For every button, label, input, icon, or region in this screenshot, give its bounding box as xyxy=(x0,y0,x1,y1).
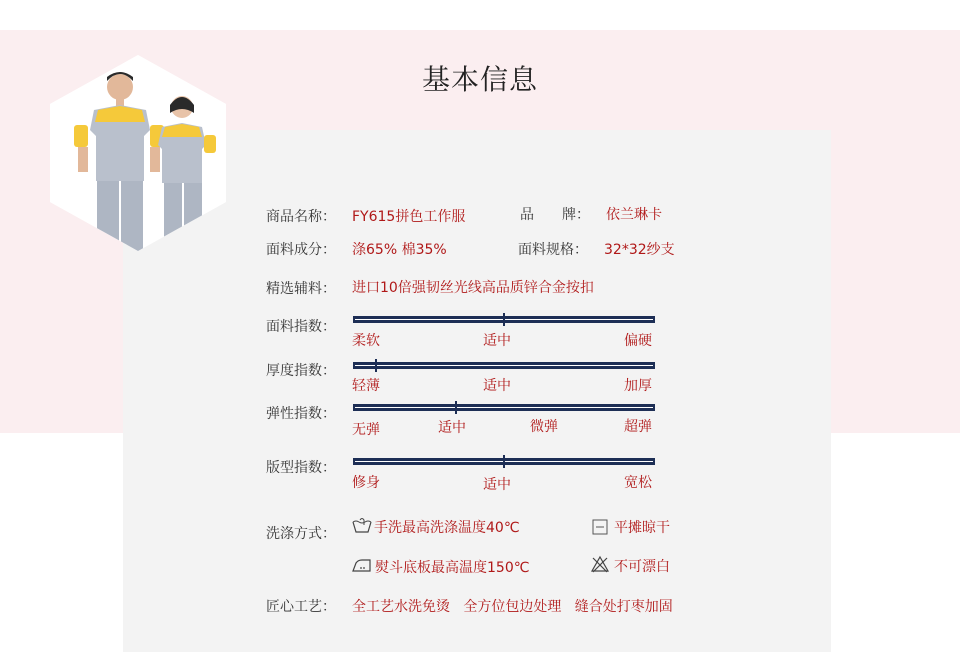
scale-label: 加厚 xyxy=(624,378,652,394)
iron-icon xyxy=(351,559,372,572)
scale-marker xyxy=(455,401,457,414)
wash-item-text: 不可漂白 xyxy=(614,559,670,575)
accessory-label: 精选辅料： xyxy=(266,281,336,297)
fabric-label: 面料成分： xyxy=(266,242,336,258)
scale-label: 适中 xyxy=(483,378,511,394)
flat-dry-icon xyxy=(592,519,608,535)
scale-label: 适中 xyxy=(438,420,466,436)
wash-item-text: 平摊晾干 xyxy=(614,520,670,536)
scale-marker xyxy=(503,455,505,468)
wash-label: 洗涤方式： xyxy=(266,526,336,542)
scale-label: 修身 xyxy=(352,475,380,491)
section-title: 基本信息 xyxy=(421,63,538,96)
brand-value: 依兰琳卡 xyxy=(606,207,662,223)
index-label: 弹性指数： xyxy=(266,406,336,422)
scale-marker xyxy=(503,313,505,326)
scale-label: 适中 xyxy=(483,477,511,493)
scale-label: 微弹 xyxy=(530,419,558,435)
scale-label: 超弹 xyxy=(624,419,652,435)
fabric-index-bar xyxy=(353,316,655,323)
index-label: 厚度指数： xyxy=(266,363,336,379)
hand-wash-icon xyxy=(352,517,372,533)
wash-item-text: 熨斗底板最高温度150℃ xyxy=(375,560,530,576)
scale-label: 宽松 xyxy=(624,475,652,491)
accessory-value: 进口10倍强韧丝光线高品质锌合金按扣 xyxy=(352,280,594,296)
scale-marker xyxy=(375,359,377,372)
craft-label: 匠心工艺： xyxy=(266,599,336,615)
spec-value: 32*32纱支 xyxy=(604,242,675,258)
name-label: 商品名称： xyxy=(266,209,336,225)
elasticity-index-bar xyxy=(353,404,655,411)
name-value: FY615拼色工作服 xyxy=(352,209,466,225)
no-bleach-icon xyxy=(590,555,610,573)
spec-label: 面料规格： xyxy=(518,242,588,258)
scale-label: 适中 xyxy=(483,333,511,349)
index-label: 面料指数： xyxy=(266,319,336,335)
scale-label: 偏硬 xyxy=(624,333,652,349)
fabric-value: 涤65% 棉35% xyxy=(352,242,447,258)
craft-value: 全工艺水洗免烫 全方位包边处理 缝合处打枣加固 xyxy=(352,599,673,615)
scale-label: 无弹 xyxy=(352,422,380,438)
thickness-index-bar xyxy=(353,362,655,369)
fit-index-bar xyxy=(353,458,655,465)
scale-label: 轻薄 xyxy=(352,378,380,394)
index-label: 版型指数： xyxy=(266,460,336,476)
wash-item-text: 手洗最高洗涤温度40℃ xyxy=(374,520,520,536)
scale-label: 柔软 xyxy=(352,333,380,349)
brand-label: 品 牌： xyxy=(520,207,590,223)
